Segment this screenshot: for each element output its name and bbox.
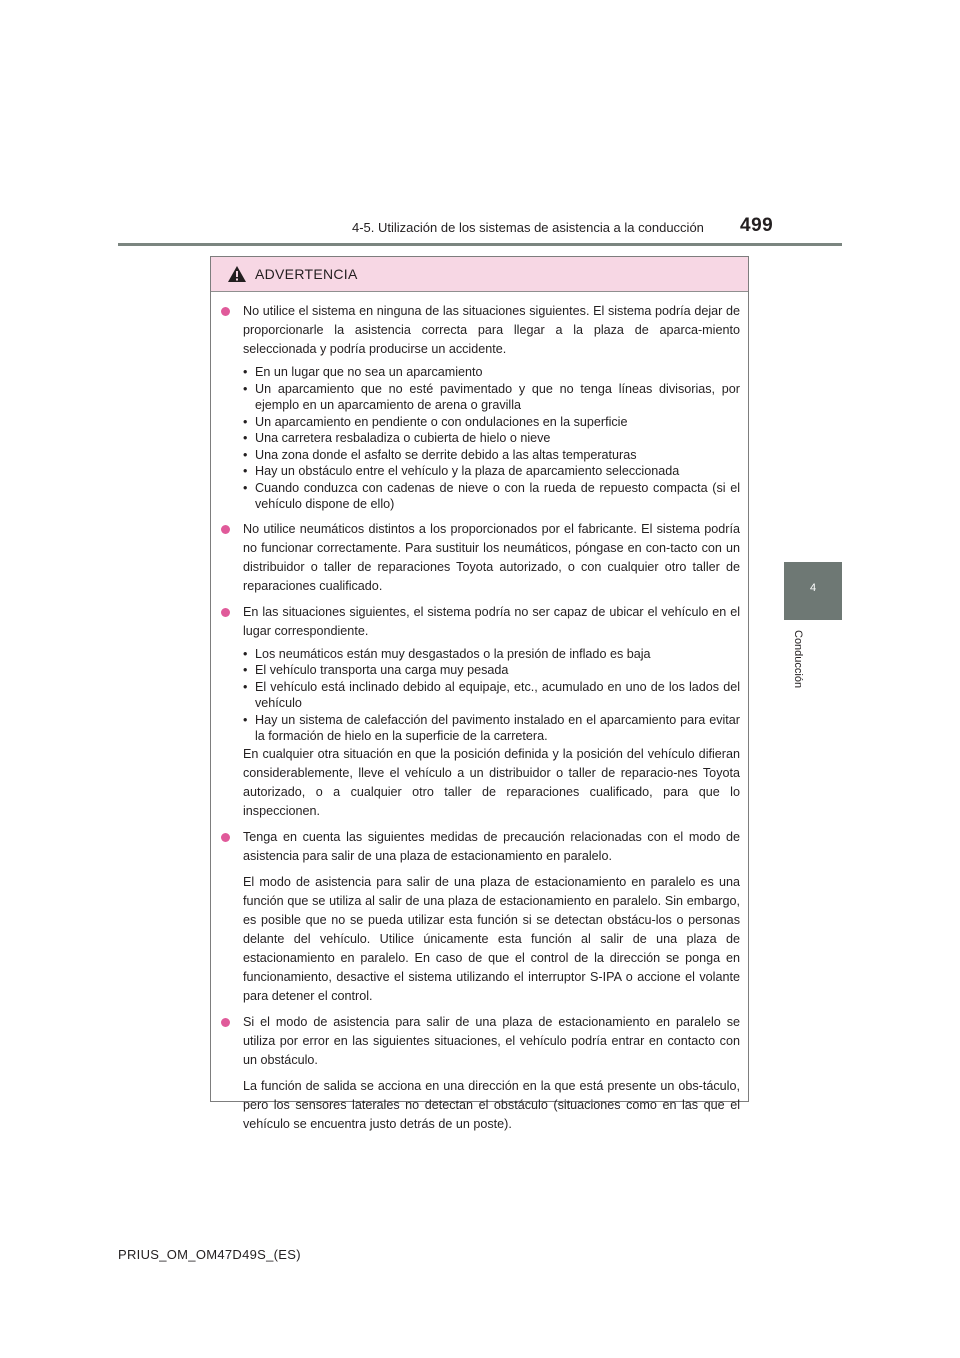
page-number: 499: [740, 215, 774, 236]
sub-list-item: • En un lugar que no sea un aparcamiento: [243, 364, 740, 381]
chapter-tab: [784, 562, 842, 620]
warning-triangle-icon: [227, 265, 247, 283]
warning-body: [211, 292, 748, 1134]
bullet-dot-icon: [221, 608, 230, 617]
chapter-side-label: Conducción: [792, 630, 804, 689]
warning-item-text: No utilice el sistema en ninguna de las situaciones siguientes. El sistema podría dejar de proporcionarle la asistencia correcta para llegar a la plaza de aparca-miento seleccionada y podría producirse un accidente.: [243, 304, 740, 356]
warning-item: [220, 1013, 740, 1070]
bullet-dot-icon: [221, 1018, 230, 1027]
warning-box: [210, 256, 749, 1131]
bullet-dot-icon: [221, 307, 230, 316]
warning-item: [220, 520, 740, 596]
warning-paragraph: En cualquier otra situación en que la posición definida y la posición del vehículo difieran considerablemente, lleve el vehículo a un distribuidor o taller de reparacio-nes Toyota autorizado, o a cualquier otro taller de reparaciones cualificado, para que lo inspeccionen.: [243, 746, 740, 818]
warning-item-text: Tenga en cuenta las siguientes medidas de precaución relacionadas con el modo de asistencia para salir de una plaza de estacionamiento en paralelo.: [243, 829, 740, 863]
warning-item-text: No utilice neumáticos distintos a los proporcionados por el fabricante. El sistema podría no funcionar correctamente. Para sustituir los neumáticos, póngase en con-tacto con un distribuidor o taller de reparaciones Toyota autorizado, o con cualquier otro taller de reparaciones cualificado.: [243, 521, 740, 593]
warning-item: [220, 828, 740, 866]
footer-code: PRIUS_OM_OM47D49S_(ES): [118, 1247, 301, 1262]
header-title: 4-5. Utilización de los sistemas de asistencia a la conducción: [352, 220, 704, 235]
warning-item-text: Si el modo de asistencia para salir de una plaza de estacionamiento en paralelo se utiliza por error en las siguientes situaciones, el vehículo podría entrar en contacto con un obstáculo.: [243, 1014, 740, 1067]
sub-list-item: • Un aparcamiento en pendiente o con ondulaciones en la superficie: [243, 414, 740, 431]
sub-list-item: • Un aparcamiento que no esté pavimentado y que no tenga líneas divisorias, por ejemplo en un aparcamiento de arena o gravilla: [243, 381, 740, 414]
warning-item: [220, 302, 740, 359]
bullet-dot-icon: [221, 833, 230, 842]
sub-list-item: • Una carretera resbaladiza o cubierta de hielo o nieve: [243, 430, 740, 447]
sub-list: [220, 646, 740, 745]
sub-list-item: • Hay un sistema de calefacción del pavimento instalado en el aparcamiento para evitar la formación de hielo en la superficie de la carretera.: [243, 712, 740, 745]
warning-title: ADVERTENCIA: [255, 266, 358, 282]
sub-list-item: • El vehículo está inclinado debido al equipaje, etc., acumulado en uno de los lados del vehículo: [243, 679, 740, 712]
sub-list-item: • Hay un obstáculo entre el vehículo y la plaza de aparcamiento seleccionada: [243, 463, 740, 480]
sub-list-item: • Una zona donde el asfalto se derrite debido a las altas temperaturas: [243, 447, 740, 464]
warning-paragraph: El modo de asistencia para salir de una plaza de estacionamiento en paralelo es una función que se utiliza al salir de una plaza de estacionamiento en paralelo. Sin embargo, es posible que no se pueda utilizar esta función si se detectan obstácu-los o personas delante del vehículo. Utilice únicamente esta función al salir de una plaza de estacionamiento en paralelo. En caso de que el control de la dirección se ponga en funcionamiento, desactive el sistema utilizando el interruptor S-IPA o accione el volante para detener el control.: [243, 874, 740, 1003]
warning-item-text: En las situaciones siguientes, el sistema podría no ser capaz de ubicar el vehículo en el lugar correspondiente.: [243, 604, 740, 638]
warning-paragraph: La función de salida se acciona en una dirección en la que está presente un obs-táculo, pero los sensores laterales no detectan el obstáculo (situaciones como en las que el vehículo se encuentra justo detrás de un poste).: [243, 1078, 740, 1131]
sub-list-item: • El vehículo transporta una carga muy pesada: [243, 662, 740, 679]
bullet-dot-icon: [221, 525, 230, 534]
warning-item: [220, 603, 740, 641]
warning-header: [211, 257, 748, 292]
sub-list-item: • Los neumáticos están muy desgastados o la presión de inflado es baja: [243, 646, 740, 663]
chapter-tab-number: 4: [809, 582, 817, 594]
sub-list-item: • Cuando conduzca con cadenas de nieve o con la rueda de repuesto compacta (si el vehículo dispone de ello): [243, 480, 740, 513]
sub-list: [220, 364, 740, 513]
header-rule: [118, 243, 842, 246]
